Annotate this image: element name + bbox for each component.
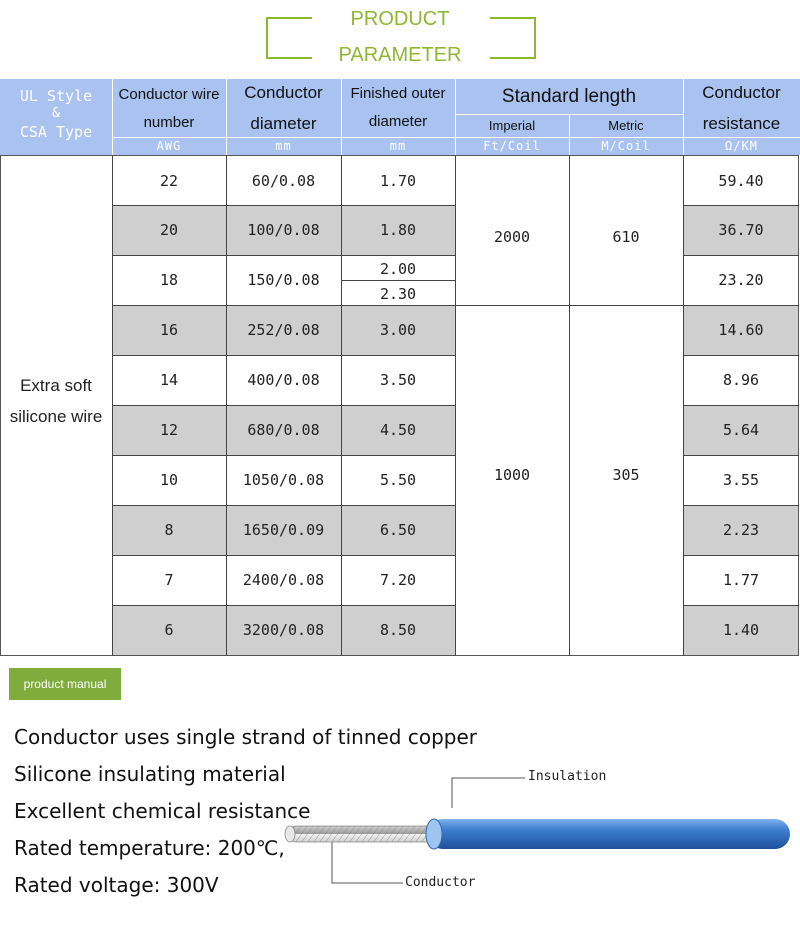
- outer-cell: 5.50: [379, 471, 417, 489]
- grid-line: [683, 255, 799, 256]
- grid-line: [112, 355, 455, 356]
- conductor-cell: 1650/0.09: [242, 521, 325, 539]
- resistance-cell: 14.60: [718, 321, 764, 339]
- outer-cell: 4.50: [379, 421, 417, 439]
- resistance-cell: 36.70: [718, 221, 764, 239]
- wire-diagram: [280, 770, 795, 900]
- unit-imperial: Ft/Coil: [483, 139, 541, 153]
- header-outer-cell: [341, 85, 455, 131]
- resistance-cell: 1.77: [722, 571, 760, 589]
- conductor-cell: 252/0.08: [247, 321, 320, 339]
- header-bracket-left: [266, 17, 312, 59]
- awg-cell: 22: [159, 172, 179, 190]
- grid-line: [683, 605, 799, 606]
- grid-line: [683, 455, 799, 456]
- feature-item: Excellent chemical resistance: [14, 799, 311, 823]
- conductor-end: [285, 826, 295, 842]
- feature-item: Conductor uses single strand of tinned copper: [14, 725, 478, 749]
- conductor-strand: [288, 826, 438, 842]
- feature-item: Silicone insulating material: [14, 762, 286, 786]
- unit-metric: M/Coil: [601, 139, 651, 153]
- awg-cell: 16: [159, 321, 179, 339]
- length-metric-group1: 610: [612, 228, 640, 246]
- outer-cell: 2.00: [379, 260, 417, 278]
- header-diameter-line2: diameter: [250, 114, 317, 133]
- awg-cell: 12: [159, 421, 179, 439]
- awg-cell: 6: [164, 621, 174, 639]
- length-metric-group2: 305: [612, 466, 640, 484]
- outer-cell-alt: 2.30: [379, 285, 417, 303]
- resistance-cell: 5.64: [722, 421, 760, 439]
- conductor-cell: 150/0.08: [247, 271, 320, 289]
- header-length-metric: Metric: [608, 118, 644, 133]
- grid-line: [112, 505, 455, 506]
- header-resistance-line2: resistance: [702, 114, 781, 133]
- grid-line: [341, 280, 455, 281]
- feature-item: Rated voltage: 300V: [14, 873, 219, 897]
- product-manual-button[interactable]: product manual: [9, 668, 121, 700]
- awg-cell: 20: [159, 221, 179, 239]
- length-imperial-group1: 2000: [493, 228, 531, 246]
- product-type-line1: Extra soft: [20, 376, 92, 395]
- conductor-cell: 60/0.08: [251, 172, 316, 190]
- header-style-cell: [0, 86, 112, 142]
- resistance-cell: 1.40: [722, 621, 760, 639]
- outer-cell: 7.20: [379, 571, 417, 589]
- insulation-label: Insulation: [528, 769, 607, 784]
- unit-outer: mm: [389, 139, 407, 153]
- conductor-cell: 1050/0.08: [242, 471, 325, 489]
- awg-cell: 8: [164, 521, 174, 539]
- conductor-cell: 680/0.08: [247, 421, 320, 439]
- insulation-leader: [452, 778, 525, 808]
- header-divider: [455, 114, 683, 115]
- awg-cell: 7: [164, 571, 174, 589]
- header-resistance-line1: Conductor: [702, 83, 781, 102]
- grid-line: [112, 205, 455, 206]
- awg-cell: 10: [159, 471, 179, 489]
- grid-line: [112, 555, 455, 556]
- grid-line: [683, 555, 799, 556]
- header-length-title: Standard length: [501, 86, 637, 107]
- resistance-cell: 59.40: [718, 172, 764, 190]
- grid-line: [683, 205, 799, 206]
- grid-line: [112, 305, 799, 306]
- grid-line: [112, 405, 455, 406]
- conductor-leader: [332, 840, 403, 883]
- grid-line: [683, 505, 799, 506]
- header-style-line2: &: [52, 106, 60, 121]
- unit-resistance: Ω/KM: [725, 139, 758, 153]
- conductor-cell: 2400/0.08: [242, 571, 325, 589]
- unit-diameter: mm: [275, 139, 292, 153]
- conductor-cell: 400/0.08: [247, 371, 320, 389]
- unit-awg: AWG: [156, 139, 182, 153]
- grid-line: [683, 405, 799, 406]
- insulation-sheath: [428, 819, 790, 849]
- insulation-end: [426, 819, 442, 849]
- header-awg-line1: Conductor wire: [118, 86, 220, 103]
- resistance-cell: 23.20: [718, 271, 764, 289]
- header-awg-line2: number: [143, 114, 195, 131]
- header-diameter-line1: Conductor: [244, 83, 323, 102]
- outer-cell: 1.70: [379, 172, 417, 190]
- length-imperial-group2: 1000: [493, 466, 531, 484]
- conductor-cell: 100/0.08: [247, 221, 320, 239]
- outer-cell: 6.50: [379, 521, 417, 539]
- header-style-line3: CSA Type: [19, 123, 93, 141]
- header-awg-cell: [112, 86, 226, 132]
- awg-cell: 18: [159, 271, 179, 289]
- header-diameter-cell: [226, 84, 341, 133]
- header-title-line1: PRODUCT: [350, 8, 450, 30]
- header-outer-line2: diameter: [368, 113, 428, 130]
- feature-item: Rated temperature: 200℃,: [14, 836, 285, 860]
- header-length-imperial: Imperial: [488, 118, 536, 133]
- product-type-line2: silicone wire: [9, 407, 103, 426]
- conductor-cell: 3200/0.08: [242, 621, 325, 639]
- awg-cell: 14: [159, 371, 179, 389]
- outer-cell: 3.50: [379, 371, 417, 389]
- header-bracket-right: [490, 17, 536, 59]
- resistance-cell: 8.96: [722, 371, 760, 389]
- resistance-cell: 3.55: [722, 471, 760, 489]
- header-outer-line1: Finished outer: [350, 85, 446, 102]
- outer-cell: 8.50: [379, 621, 417, 639]
- outer-cell: 1.80: [379, 221, 417, 239]
- header-resistance-cell: [683, 84, 800, 133]
- header-title-line2: PARAMETER: [338, 44, 462, 66]
- grid-line: [112, 455, 455, 456]
- resistance-cell: 2.23: [722, 521, 760, 539]
- grid-line: [112, 255, 455, 256]
- grid-line: [683, 355, 799, 356]
- grid-line: [112, 605, 455, 606]
- outer-cell: 3.00: [379, 321, 417, 339]
- header-style-line1: UL Style: [19, 87, 93, 105]
- conductor-label: Conductor: [405, 875, 476, 890]
- product-type-cell: [0, 370, 112, 432]
